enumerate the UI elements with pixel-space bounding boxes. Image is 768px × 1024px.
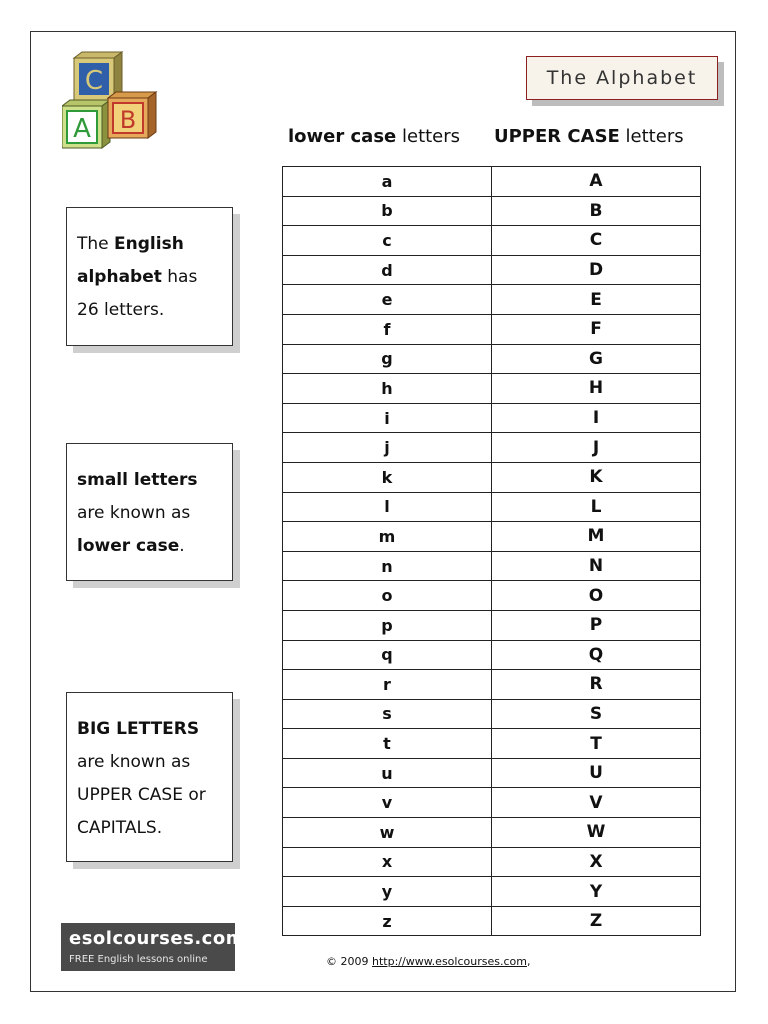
block-letter-c: C — [84, 66, 104, 96]
table-row — [283, 255, 701, 285]
upper-case-header-rest: letters — [619, 126, 684, 147]
block-letter-b: B — [119, 106, 137, 134]
lower-case-cell: q — [283, 640, 492, 670]
upper-case-cell: I — [492, 403, 701, 433]
abc-toy-blocks-icon — [62, 50, 162, 150]
upper-case-cell: H — [492, 374, 701, 404]
upper-case-cell: C — [492, 226, 701, 256]
lower-case-cell: c — [283, 226, 492, 256]
table-row — [283, 818, 701, 848]
table-row — [283, 847, 701, 877]
upper-case-cell: U — [492, 758, 701, 788]
logo-sub-text: FREE English lessons online — [69, 954, 208, 965]
lower-case-header-bold: lower case — [288, 126, 397, 147]
note3-bold: BIG LETTERS — [77, 719, 200, 739]
table-row — [283, 403, 701, 433]
lower-case-cell: w — [283, 818, 492, 848]
lower-case-cell: u — [283, 758, 492, 788]
lower-case-cell: r — [283, 670, 492, 700]
lower-case-cell: j — [283, 433, 492, 463]
table-row — [283, 433, 701, 463]
table-row — [283, 788, 701, 818]
lower-case-cell: v — [283, 788, 492, 818]
upper-case-header-bold: UPPER CASE — [494, 126, 620, 147]
lower-case-cell: t — [283, 729, 492, 759]
lower-case-cell: l — [283, 492, 492, 522]
table-row — [283, 374, 701, 404]
table-row — [283, 758, 701, 788]
table-row — [283, 285, 701, 315]
note2-text-b: . — [179, 536, 185, 556]
table-row — [283, 640, 701, 670]
upper-case-cell: W — [492, 818, 701, 848]
lower-case-cell: p — [283, 610, 492, 640]
table-row — [283, 699, 701, 729]
upper-case-cell: V — [492, 788, 701, 818]
lower-case-cell: g — [283, 344, 492, 374]
upper-case-cell: M — [492, 522, 701, 552]
note1-text-a: The — [77, 234, 115, 254]
lower-case-cell: a — [283, 167, 492, 197]
note2-bold-a: small letters — [77, 470, 198, 490]
note3-text: are known as UPPER CASE or CAPITALS. — [77, 752, 206, 838]
note2-text-a: are known as — [77, 503, 191, 523]
note2-bold-b: lower case — [77, 536, 180, 556]
lower-case-header-rest: letters — [396, 126, 461, 147]
block-letter-a: A — [73, 114, 91, 144]
table-row — [283, 670, 701, 700]
upper-case-cell: S — [492, 699, 701, 729]
lower-case-cell: n — [283, 551, 492, 581]
upper-case-cell: Y — [492, 877, 701, 907]
note-small-letters — [66, 443, 233, 581]
table-row — [283, 581, 701, 611]
copyright-trail: , — [526, 955, 531, 968]
esolcourses-logo[interactable] — [61, 923, 245, 971]
table-row — [283, 522, 701, 552]
upper-case-cell: O — [492, 581, 701, 611]
upper-case-cell: F — [492, 314, 701, 344]
note-english-alphabet — [66, 207, 233, 346]
table-row — [283, 167, 701, 197]
lower-case-cell: d — [283, 255, 492, 285]
upper-case-cell: E — [492, 285, 701, 315]
table-row — [283, 226, 701, 256]
lower-case-header — [288, 126, 460, 147]
table-row — [283, 906, 701, 936]
upper-case-cell: G — [492, 344, 701, 374]
table-row — [283, 877, 701, 907]
upper-case-cell: Q — [492, 640, 701, 670]
table-row — [283, 462, 701, 492]
lower-case-cell: y — [283, 877, 492, 907]
logo-main-text: esolcourses.com — [69, 928, 245, 949]
upper-case-cell: P — [492, 610, 701, 640]
lower-case-cell: h — [283, 374, 492, 404]
upper-case-cell: X — [492, 847, 701, 877]
lower-case-cell: m — [283, 522, 492, 552]
lower-case-cell: b — [283, 196, 492, 226]
upper-case-cell: R — [492, 670, 701, 700]
table-row — [283, 344, 701, 374]
lower-case-cell: i — [283, 403, 492, 433]
upper-case-cell: K — [492, 462, 701, 492]
upper-case-cell: A — [492, 167, 701, 197]
title-box — [526, 56, 718, 100]
table-row — [283, 729, 701, 759]
lower-case-cell: k — [283, 462, 492, 492]
upper-case-cell: L — [492, 492, 701, 522]
lower-case-cell: e — [283, 285, 492, 315]
note1-text-b: has 26 letters. — [77, 267, 198, 320]
footer-link[interactable]: http://www.esolcourses.com — [372, 955, 527, 968]
lower-case-cell: x — [283, 847, 492, 877]
lower-case-cell: f — [283, 314, 492, 344]
upper-case-cell: J — [492, 433, 701, 463]
upper-case-header — [494, 126, 684, 147]
upper-case-cell: Z — [492, 906, 701, 936]
lower-case-cell: s — [283, 699, 492, 729]
copyright-text: © 2009 — [326, 955, 372, 968]
note1-bold: English alphabet — [77, 234, 184, 287]
upper-case-cell: B — [492, 196, 701, 226]
upper-case-cell: T — [492, 729, 701, 759]
table-row — [283, 492, 701, 522]
lower-case-cell: z — [283, 906, 492, 936]
table-row — [283, 610, 701, 640]
lower-case-cell: o — [283, 581, 492, 611]
upper-case-cell: N — [492, 551, 701, 581]
note-big-letters — [66, 692, 233, 862]
table-row — [283, 196, 701, 226]
page-title: The Alphabet — [546, 67, 698, 89]
table-row — [283, 551, 701, 581]
upper-case-cell: D — [492, 255, 701, 285]
copyright — [326, 955, 530, 968]
alphabet-table — [282, 166, 701, 936]
table-row — [283, 314, 701, 344]
